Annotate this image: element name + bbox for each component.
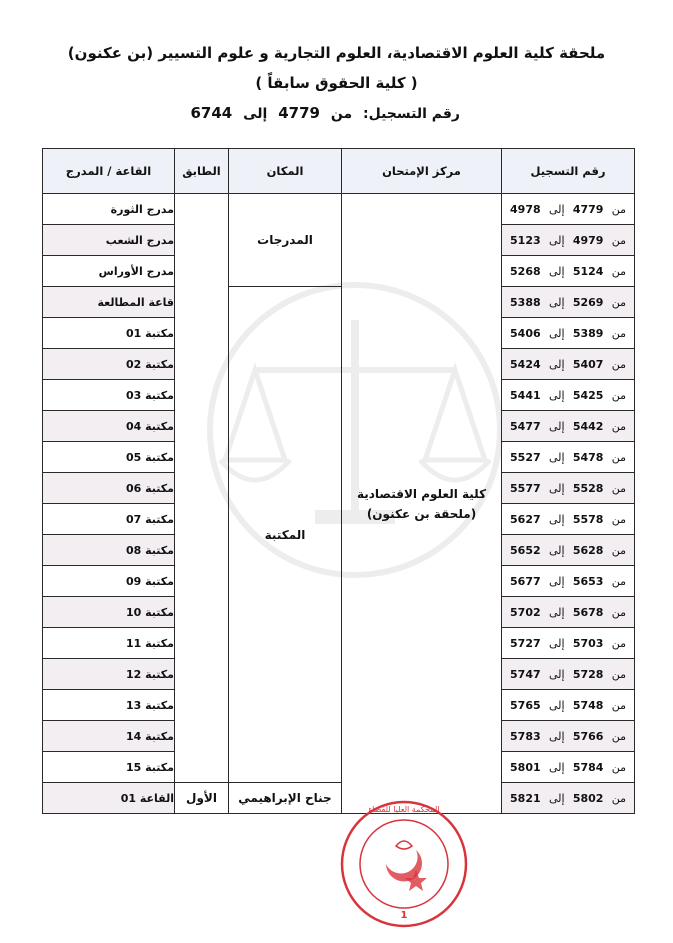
to-word: إلى	[548, 326, 565, 340]
from-word: من	[611, 481, 626, 495]
hall-cell: مدرج الشعب	[43, 225, 175, 256]
from-value: 5628	[572, 543, 604, 557]
to-word: إلى	[548, 760, 565, 774]
registration-cell	[502, 597, 635, 628]
registration-cell	[502, 721, 635, 752]
registration-range-to: 6744	[190, 104, 233, 122]
from-word: من	[611, 357, 626, 371]
hall-cell: مكتبة 07	[43, 504, 175, 535]
table-row	[43, 287, 635, 318]
to-value: 5406	[510, 326, 541, 340]
registration-cell	[502, 659, 635, 690]
to-value: 5747	[510, 667, 541, 681]
hall-cell: مكتبة 15	[43, 752, 175, 783]
to-value: 5388	[510, 295, 541, 309]
from-word: من	[611, 419, 626, 433]
registration-range-from-label: من	[330, 106, 353, 122]
from-word: من	[611, 543, 626, 557]
hall-cell: مكتبة 08	[43, 535, 175, 566]
from-value: 5678	[572, 605, 604, 619]
registration-cell	[502, 349, 635, 380]
to-word: إلى	[548, 481, 565, 495]
registration-cell	[502, 752, 635, 783]
from-value: 4779	[572, 202, 604, 216]
to-value: 5527	[510, 450, 541, 464]
registration-cell	[502, 225, 635, 256]
to-word: إلى	[548, 543, 565, 557]
registration-range-to-label: إلى	[243, 106, 268, 122]
hall-cell: مكتبة 03	[43, 380, 175, 411]
from-word: من	[611, 729, 626, 743]
from-word: من	[611, 264, 626, 278]
from-word: من	[611, 512, 626, 526]
hall-cell: مكتبة 04	[43, 411, 175, 442]
to-value: 5677	[510, 574, 541, 588]
to-word: إلى	[548, 202, 565, 216]
registration-cell	[502, 411, 635, 442]
registration-cell	[502, 473, 635, 504]
to-value: 5577	[510, 481, 541, 495]
to-word: إلى	[548, 512, 565, 526]
from-word: من	[611, 202, 626, 216]
from-value: 5766	[572, 729, 604, 743]
from-word: من	[611, 636, 626, 650]
registration-cell	[502, 287, 635, 318]
from-word: من	[611, 760, 626, 774]
to-word: إلى	[548, 574, 565, 588]
registration-cell	[502, 783, 635, 814]
to-value: 5477	[510, 419, 541, 433]
from-word: من	[611, 450, 626, 464]
hall-cell: مكتبة 10	[43, 597, 175, 628]
to-value: 5123	[510, 233, 541, 247]
to-value: 5424	[510, 357, 541, 371]
exam-distribution-table	[42, 148, 635, 814]
to-word: إلى	[548, 667, 565, 681]
hall-cell: مكتبة 13	[43, 690, 175, 721]
registration-range-from: 4779	[278, 104, 320, 122]
from-value: 5124	[572, 264, 604, 278]
registration-cell	[502, 504, 635, 535]
to-word: إلى	[548, 791, 565, 805]
hall-cell: مكتبة 02	[43, 349, 175, 380]
to-value: 5441	[510, 388, 541, 402]
to-value: 4978	[510, 202, 541, 216]
to-value: 5783	[510, 729, 541, 743]
exam-center-annex: (ملحقة بن عكنون)	[366, 506, 477, 521]
from-word: من	[611, 233, 626, 247]
hall-cell: مكتبة 12	[43, 659, 175, 690]
header-hall: القاعة / المدرج	[43, 149, 175, 194]
to-value: 5627	[510, 512, 541, 526]
to-word: إلى	[548, 295, 565, 309]
to-value: 5652	[510, 543, 541, 557]
from-value: 5703	[572, 636, 604, 650]
table-body	[43, 194, 635, 814]
to-value: 5765	[510, 698, 541, 712]
registration-cell	[502, 535, 635, 566]
registration-cell	[502, 194, 635, 225]
registration-cell	[502, 256, 635, 287]
table-row	[43, 194, 635, 225]
to-word: إلى	[548, 636, 565, 650]
from-value: 5528	[572, 481, 604, 495]
place-library: المكتبة	[229, 287, 342, 783]
stamp-text: المحكمة العليا للقضاء	[368, 805, 440, 814]
from-word: من	[611, 605, 626, 619]
header-registration: رقم التسجيل	[502, 149, 635, 194]
hall-cell: مكتبة 14	[43, 721, 175, 752]
from-value: 5784	[572, 760, 604, 774]
hall-cell: مكتبة 06	[43, 473, 175, 504]
to-value: 5702	[510, 605, 541, 619]
from-value: 5802	[572, 791, 604, 805]
document-title: ملحقة كلية العلوم الاقتصادية، العلوم التجارية و علوم التسيير (بن عكنون)	[67, 44, 606, 62]
floor-empty-cell	[175, 194, 229, 783]
registration-cell	[502, 690, 635, 721]
from-word: من	[611, 698, 626, 712]
exam-center-cell	[342, 194, 502, 814]
official-stamp-icon	[338, 798, 470, 930]
header-center: مركز الإمتحان	[342, 149, 502, 194]
registration-range	[190, 104, 460, 122]
registration-cell	[502, 566, 635, 597]
from-word: من	[611, 326, 626, 340]
from-value: 5407	[572, 357, 604, 371]
from-value: 5442	[572, 419, 604, 433]
to-value: 5821	[510, 791, 541, 805]
from-value: 5425	[572, 388, 604, 402]
registration-cell	[502, 442, 635, 473]
from-value: 5389	[572, 326, 604, 340]
hall-cell: مكتبة 01	[43, 318, 175, 349]
to-word: إلى	[548, 388, 565, 402]
registration-cell	[502, 318, 635, 349]
to-word: إلى	[548, 357, 565, 371]
to-word: إلى	[548, 419, 565, 433]
from-value: 4979	[572, 233, 604, 247]
to-word: إلى	[548, 698, 565, 712]
from-value: 5269	[572, 295, 604, 309]
hall-cell: القاعة 01	[43, 783, 175, 814]
to-value: 5727	[510, 636, 541, 650]
to-word: إلى	[548, 450, 565, 464]
registration-cell	[502, 628, 635, 659]
to-value: 5801	[510, 760, 541, 774]
from-word: من	[611, 295, 626, 309]
from-value: 5478	[572, 450, 604, 464]
to-word: إلى	[548, 264, 565, 278]
from-value: 5728	[572, 667, 604, 681]
stamp-number: 1	[400, 910, 408, 921]
hall-cell: مكتبة 09	[43, 566, 175, 597]
table-header-row	[43, 149, 635, 194]
from-word: من	[611, 388, 626, 402]
header-floor: الطابق	[175, 149, 229, 194]
hall-cell: مكتبة 11	[43, 628, 175, 659]
header-place: المكان	[229, 149, 342, 194]
from-word: من	[611, 667, 626, 681]
to-word: إلى	[548, 605, 565, 619]
registration-range-label: رقم التسجيل:	[363, 106, 460, 122]
place-ibrahimi-wing: جناح الإبراهيمي	[229, 783, 342, 814]
from-word: من	[611, 574, 626, 588]
to-word: إلى	[548, 233, 565, 247]
floor-first: الأول	[175, 783, 229, 814]
hall-cell: مكتبة 05	[43, 442, 175, 473]
from-value: 5578	[572, 512, 604, 526]
to-value: 5268	[510, 264, 541, 278]
registration-cell	[502, 380, 635, 411]
document-subtitle: ( كلية الحقوق سابقاً )	[255, 74, 418, 92]
hall-cell: مدرج الثورة	[43, 194, 175, 225]
exam-center-name: كلية العلوم الاقتصادية	[356, 486, 487, 501]
from-value: 5748	[572, 698, 604, 712]
from-value: 5653	[572, 574, 604, 588]
place-amphitheaters: المدرجات	[229, 194, 342, 287]
hall-cell: مدرج الأوراس	[43, 256, 175, 287]
hall-cell: قاعة المطالعة	[43, 287, 175, 318]
from-word: من	[611, 791, 626, 805]
to-word: إلى	[548, 729, 565, 743]
